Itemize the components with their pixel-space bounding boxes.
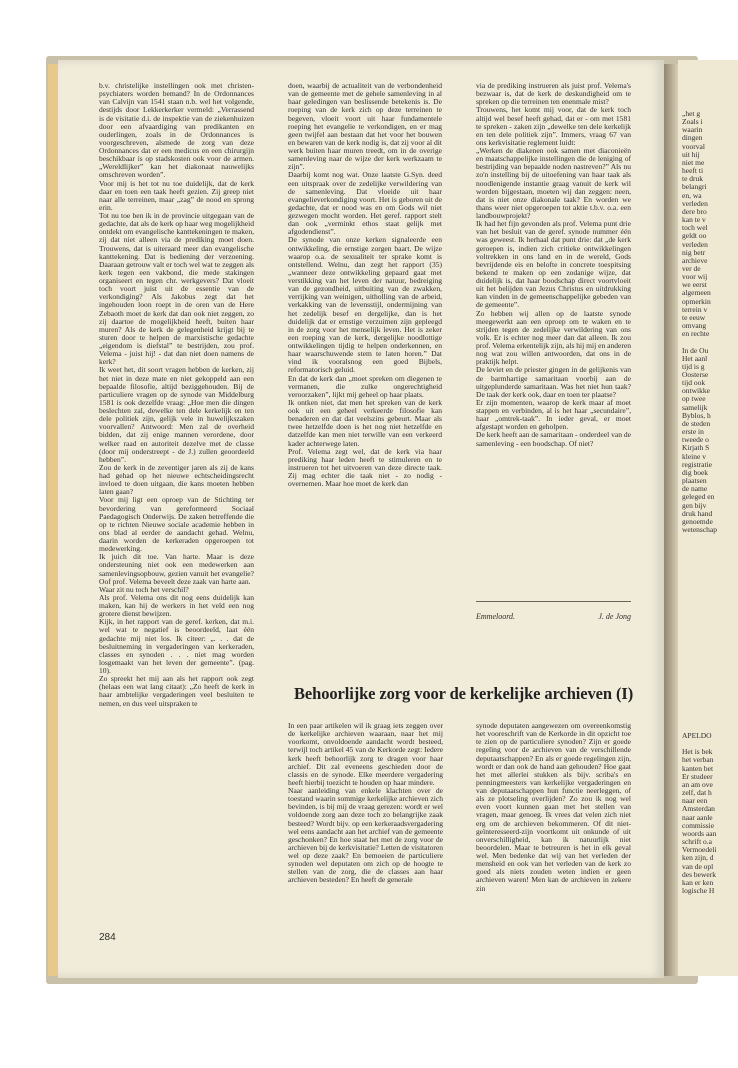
paragraph: De leviet en de priester gingen in de gelijkenis van de barmhartige samaritaan voorbij aan de uitgeplunderde samaritaan. Was het niet hun taak? De taak der kerk ook, daar en toen ter plaatse? xyxy=(476,365,631,399)
next-page-top-text: „het g Zoals i waarin dingen voorval uit hij niet me heeft ti te druk belangri en, wa verleden dere bro kan te v toch wel geldt oo verleden nig betr archieve ver de voor wij we eerst algemeen opmerkin terrein v te eeuw omvang en rechte In de Ou Het aanl tijd is g Oosterse tijd ook ontwikke op twee samelijk Byblos, h de steden erste in tweede o Kirjath S kleine v registratie dig boek plaatsen de name geleged en gen bijv druk hand genoemde wetenschap xyxy=(682,109,717,534)
paragraph: via de prediking instrueren als juist prof. Velema's bezwaar is, dat de kerk de deskundigheid om te spreken op die terreinen ten enenmale mist? xyxy=(476,82,631,107)
archive-article-column-1 xyxy=(288,722,443,962)
paragraph: Naar aanleiding van enkele klachten over de toestand waarin sommige kerkelijke archieven zich bevinden, is bij mij de vraag gerezen: wordt er wel voldoende zorg aan deze toch zo belangrijke zaak besteed? Wordt bijv. op een kerkeraadsvergadering wel eens aandacht aan het archief van de gemeente geschonken? En hoe staat het met de zorg voor de archieven bij de kerkvisitatie? Letten de visitatoren wel op deze zaak? En bemoeien de particuliere synoden wel deputaten om zich op de hoogte te stellen van de zorg, die de classes aan haar archieven besteden? En heeft de generale xyxy=(288,786,443,885)
article-column-2 xyxy=(288,82,442,622)
paragraph: Voor mij is het tot nu toe duidelijk, dat de kerk daar en toen een taak heeft gezien. Zij greep niet naar alle terreinen, maar „zag” de nood en sprong erin. xyxy=(99,178,254,212)
next-page-bottom-text: APELDO Het is bek het verban kanten bet Er studeer an am ove zelf, dat h naar een Amsterdan naar aanle commissie woords aan schrift o.a Vermoedeli ken zijn, d van de opl des bewerk kan er ken logische H xyxy=(682,731,717,895)
paragraph: Als prof. Velema ons dit nog eens duidelijk kan maken, kan hij de werkers in het veld een nog grotere dienst bewijzen. xyxy=(99,592,254,619)
paragraph: b.v. christelijke instellingen ook met christen-psychiaters worden bemand? In de Ordonnances van Calvijn van 1541 staan n.b. wel het volgende, destijds door Lekkerkerker vermeld: „Verrassend is de visitatie d.i. de inspektie van de ziekenhuizen door een afvaardiging van predikanten en ouderlingen, zoals in de Ordonnances is voorgeschreven, alsmede de zorg van deze Ordonnances dat er een medicus en een chirurgijn beschikbaar is op stadskosten ook voor de armen. „Wereldlijker” kan het diakonaat nauwelijks omschreven worden”. xyxy=(99,82,254,180)
paragraph: Er zijn momenten, waarop de kerk maar af moet stappen en verbinden, al is het haar „secundaire”, haar „omtrek-taak”. In ieder geval, er moet afgestapt worden en geholpen. xyxy=(476,397,631,432)
paragraph: Waar zit nu toch het verschil? xyxy=(99,584,189,594)
paragraph: Tot nu toe ben ik in de provincie uitgegaan van de gedachte, dat als de kerk op haar weg mogelijkheid ontdekt om evangelische kanttekeningen te maken, zij dat niet alleen via de prediking moet doen. Trouwens, dat is uiteraard meer dan evangelische kanttekening. Dat is bediening der verzoening. Daaraan getrouw valt er toch wel wat te zeggen als kerk tegen een vakbond, die mede stakingen organiseert en tegen chr. werkgevers? Dat vloeit toch voort juist uit de essentie van de verkondiging? Als Jakobus zegt dat het ingehouden loon roept in de oren van de Here Zebaoth moet de kerk dat dan ook niet zeggen, zo zij daartoe de mogelijkheid heeft, buiten haar muren? Als de kerk de gelegenheid krijgt bij te sturen door te helpen de marxistische gedachte „eigendom is diefstal” te bestrijden, zou prof. Velema - juist hij! - dat dan niet doen namens de kerk? xyxy=(99,211,254,367)
article-column-1 xyxy=(99,82,254,898)
signature-rule xyxy=(476,601,631,602)
article-headline: Behoorlijke zorg voor de kerkelijke archieven (I) xyxy=(294,684,634,703)
document-page xyxy=(58,60,664,978)
paragraph: In een paar artikelen wil ik graag iets zeggen over de kerkelijke archieven waaraan, naar het mij voorkomt, onvoldoende aandacht wordt besteed, terwijl toch artikel 45 van de Kerkorde zegt: Iedere kerk heeft behoorlijk zorg te dragen voor haar archief. Dit zal eveneens geschieden door de classis en de synode. Elke meerdere vergadering heeft hierbij toezicht te houden op haar mindere. xyxy=(288,722,443,787)
next-page-fragment xyxy=(678,60,738,976)
paragraph: Prof. Velema zegt wel, dat de kerk via haar prediking haar leden heeft te stimuleren en te instrueren tot het uitvoeren van deze directe taak. Zij mag echter die taak niet - zo nodig - overnemen. Maar hoe moet de kerk dan xyxy=(288,446,442,489)
paragraph: De synode van onze kerken signaleerde een ontwikkeling, die ernstige zorgen baart. De wijze waarop o.a. de sexualiteit ter sprake komt is ontstellend. Welnu, dan zegt het rapport (35) „wanneer deze ontwikkeling gepaard gaat met verstikking van het leven der natuur, bedreiging van de gezondheid, uitbuiting van de zwakken, verrijking van weinigen, uitholling van de arbeid, verkakking van de levensstijl, ondermijning van het zedelijk besef en dergelijke, dan is het duidelijk dat er ernstige verzuimen zijn gepleegd in de zorg voor het menselijk leven. Het is zeker een roeping van de kerk, dergelijke noodlottige ontwikkelingen tijdig te helpen onderkennen, en haar waarschuwende stem te laten horen.” Dat vind ik vooralsnog een goed Bijbels, reformatorisch geluid. xyxy=(288,235,442,375)
paragraph: En dat de kerk dan „moet spreken om diegenen te vermanen, die zulke ongerechtigheid veroorzaken”, lijkt mij geheel op haar plaats. xyxy=(288,373,442,399)
paragraph: Ik had het fijn gevonden als prof. Velema punt drie van het besluit van de geref. synode nummer één was geweest. Ik herhaal dat punt drie: dat „de kerk geroepen is, indien zich critieke ontwikkelingen voltrekken in ons land en in de wereld, Gods bevrijdende eis en belofte in concrete toespitsing bekend te maken op een zodanige wijze, dat duidelijk is, dat haar boodschap direct voortvloeit uit het belijden van Jezus Christus en uitdrukking kan vinden in de gemeenschappelijke gebeden van de gemeente”. xyxy=(476,219,631,310)
paragraph: „Werken de diakenen ook samen met diaconieën en maatschappelijke instellingen die de leniging of bestrijding van bepaalde noden nastreven?” Als nu zo'n instelling bij de uitoefening van haar taak als noodlenigende instantie graag vanuit de kerk wil worden bijgestaan, moeten wij dan zeggen: neen, dat is niet onze diakonale taak? En worden we thans weer niet opgeroepen tot aktie t.b.v. o.a. een landbouwprojekt? xyxy=(476,146,631,220)
signature-place: Emmeloord. xyxy=(476,612,516,621)
paragraph: Ik ontken niet, dat men het spreken van de kerk ook uit een geheel verkeerde filosofie kan benaderen en dat dat veelszins gebeurt. Maar als twee hetzelfde doen is het nog niet hetzelfde en datzelfde kan men niet terwille van een verkeerd kader achterwege laten. xyxy=(288,397,442,448)
paragraph: Kijk, in het rapport van de geref. kerken, dat m.i. wel wat te negatief is beoordeeld, laat één gedachte mij niet los. Ik citeer: „. . . dat de besluitneming in vergaderingen van kerkeraden, classes en synoden . . . niet mag worden losgemaakt van het leven der gemeente”. (pag. 10). xyxy=(99,617,254,675)
archive-article-column-2 xyxy=(476,722,631,962)
article-column-3 xyxy=(476,82,631,612)
paragraph: doen, waarbij de actualiteit van de verbondenheid van de gemeente met de gehele samenleving in al haar geledingen van beslissende betekenis is. De roeping van de kerk zich op deze terreinen te begeven, vloeit voort uit haar fundamentele roeping het evangelie te verkondigen, en er mag geen twijfel aan bestaan dat het voor het bouwen en bewaren van de kerk nodig is, dat zij voor al dit werk buiten haar muren treedt, om in de overige samenleving naar de wijze der kerk werkzaam te zijn”. xyxy=(288,82,442,172)
article-signature xyxy=(476,612,631,621)
signature-author: J. de Jong xyxy=(598,612,631,621)
paragraph: Zo hebben wij allen op de laatste synode meegewerkt aan een oproep om te waken en te strijden tegen de zedelijke verwildering van ons volk. Er is echter nog meer dan dat alleen. Ik zou prof. Velema erkentelijk zijn, als hij mij en anderen nog wat zou willen antwoorden, dat ons in de praktijk helpt. xyxy=(476,308,631,367)
paragraph: Ik juich dit toe. Van harte. Maar is deze ondersteuning niet ook een medewerken aan samenlevingsopbouw, gezien vanuit het evangelie? Oof prof. Velema beveelt deze zaak van harte aan. xyxy=(99,552,254,586)
paragraph: Zo spreekt het mij aan als het rapport ook zegt (helaas een wat lang citaat): „Zo heeft de kerk in haar ambtelijke vergaderingen veel besluiten te nemen, en dus veel uitspraken te xyxy=(99,674,254,708)
paragraph: De kerk heeft aan de samaritaan - onderdeel van de samenleving - een boodschap. Of niet? xyxy=(476,430,631,448)
book-gutter xyxy=(664,64,678,976)
page-number: 284 xyxy=(99,932,116,943)
paragraph: Trouwens, het komt mij voor, dat de kerk toch altijd wel besef heeft gehad, dat er - om met 1581 te spreken - zaken zijn „dewelke ten dele kerkelijk en ten dele politiek zijn”. Immers, vraag 67 van ons kerkvisitatie reglement luidt: xyxy=(476,105,631,147)
paragraph: Voor mij ligt een oproep van de Stichting ter bevordering van gereformeerd Sociaal Paedagogisch Onderwijs. De zaken betreffende die op te richten Nieuwe sociale academie hebben in ons blad al eerder de aandacht gehad. Welnu, daarin worden de kerkeraden opgeroepen tot medewerking. xyxy=(99,495,254,554)
paragraph: Ik weet het, dit soort vragen hebben de kerken, zij het niet in deze mate en niet gekoppeld aan een bepaalde filosofie, altijd beziggehouden. Bij de particuliere vragen op de synode van Middelburg 1581 is ook dezelfde vraag: „Hoe men die dingen beslechten zal, dewelke ten dele kerkelijk en ten dele politiek zijn, gelijk vele in huwelijkszaken voorvallen? Antwoord: Men zal de overheid bidden, dat zij enige mannen verordene, door welker raad en autoriteit dezelve met de classe (door mij onderstreept - de J.) zullen geoordeeld hebben”. xyxy=(99,365,254,464)
paragraph: Zou de kerk in de zeventiger jaren als zij de kans had gehad op het nieuwe echtscheidingsrecht invloed te doen uitgaan, die kans moeten hebben laten gaan? xyxy=(99,462,254,497)
paragraph: Daarbij komt nog wat. Onze laatste G.Syn. deed een uitspraak over de zedelijke verwildering van de samenleving. Dat vloeide uit haar evangelieverkondiging voort. Het is geboren uit de gedachte, dat er nood was en om Gods wil niet gezwegen mocht worden. Het geref. rapport stelt dan ook „verminkt ethos staat gelijk met afgodendienst”. xyxy=(288,170,442,237)
page-edge xyxy=(48,64,58,976)
paragraph: synode deputaten aangewezen om overeenkomstig het vooreschrift van de Kerkorde in dit opzicht toe te zien op de particuliere synoden? Zijn er goede regeling voor de archieven van de verschillende deputaatschappen? En als er goede regelingen zijn, wordt er dan ook de hand aan gehouden? Hoe gaat het met allerlei stukken als bijv. scriba's en penningmeesters van kerkelijke vergaderingen en van deputaatschappen hun functie neerleggen, of als ze plotseling overlijden? Zo zou ik nog wel even voort kunnen gaan met het stellen van vragen, maar genoeg. Ik vrees dat velen zich niet erg om de archieven bekommeren. Of dit niet-geïnteresseerd-zijn voortkomt uit onkunde of uit onverschilligheid, kan ik natuurlijk niet beoordelen. Maar te betreuren is het in elk geval wel. Men bedenke dat wij van het verleden der mensheid en ook van het verleden van de kerk zo goed als niets zouden weten indien er geen archieven waren! Men kan de archieven in zekere zin xyxy=(476,722,631,893)
